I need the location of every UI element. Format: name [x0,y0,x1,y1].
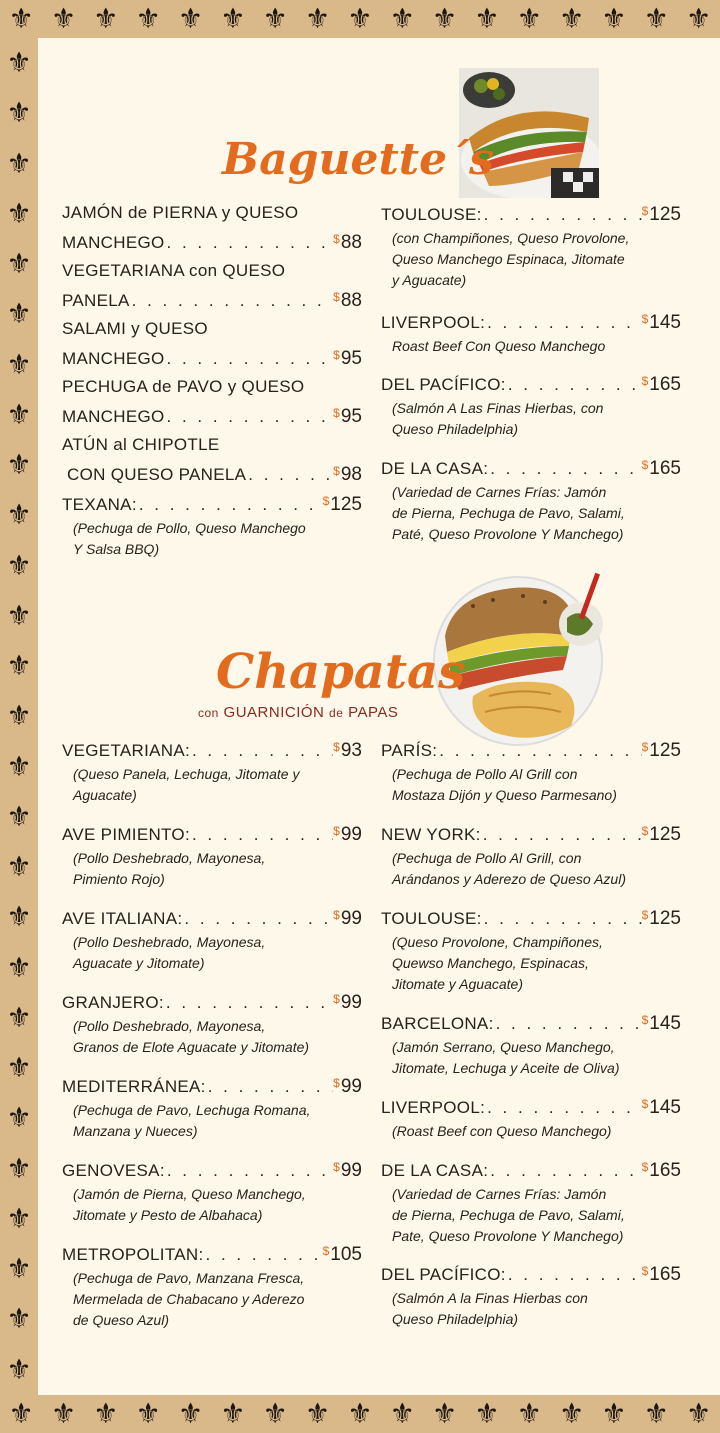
menu-item-description: (Pechuga de Pavo, Manzana Fresca, Mermelada de Chabacano y Aderezo de Queso Azul) [73,1270,305,1328]
currency-sign: $ [333,824,340,838]
fleur-de-lis-icon: ⚜ [432,1397,458,1430]
price-value: 105 [330,1244,362,1265]
menu-item [62,374,362,430]
price-value: 125 [649,824,681,845]
menu-item-description: (Salmón A la Finas Hierbas con Queso Philadelphia) [392,1290,588,1327]
fleur-de-lis-icon: ⚜ [389,1397,415,1430]
menu-item-description: (Variedad de Carnes Frías: Jamón de Pierna, Pechuga de Pavo, Salami, Paté, Queso Provolone Y Manchego) [392,484,625,542]
menu-item-description: (Pollo Deshebrado, Mayonesa, Aguacate y Jitomate) [73,934,266,971]
menu-item-price [333,284,362,314]
dot-leader [485,310,642,336]
menu-item-label: PANELA [62,291,130,310]
menu-item [381,1258,681,1330]
menu-item-description: (Pechuga de Pollo, Queso Manchego Y Salsa BBQ) [73,520,306,557]
fleur-de-lis-icon: ⚜ [262,1397,288,1430]
menu-item-label: TEXANA: [62,495,137,514]
menu-item-label: LIVERPOOL: [381,1098,486,1117]
dot-leader [204,1242,323,1268]
fleur-de-lis-icon: ⚜ [93,1397,119,1430]
fleur-de-lis-icon: ⚜ [6,749,32,783]
dot-leader [506,1262,642,1288]
border-left [0,38,38,1395]
menu-item-price [333,818,362,848]
currency-sign: $ [641,824,649,838]
menu-item-label: MANCHEGO [62,233,165,252]
currency-sign: $ [333,348,340,362]
fleur-de-lis-icon: ⚜ [6,598,32,632]
menu-item-label: DE LA CASA: [381,459,489,478]
menu-item-description: (Jamón Serrano, Queso Manchego, Jitomate, Lechuga y Aceite de Oliva) [392,1039,620,1076]
menu-item-price [642,1007,681,1037]
fleur-de-lis-icon: ⚜ [6,1101,32,1135]
currency-sign: $ [641,204,649,218]
fleur-de-lis-icon: ⚜ [686,1397,712,1430]
menu-item [62,1154,362,1226]
fleur-de-lis-icon: ⚜ [6,1252,32,1286]
menu-item-label: TOULOUSE: [381,909,482,928]
fleur-de-lis-icon: ⚜ [6,96,32,130]
chapatas-title: Chapatas [216,644,466,700]
chapatas-subtitle [198,704,398,721]
fleur-de-lis-icon: ⚜ [6,699,32,733]
fleur-de-lis-icon: ⚜ [6,1051,32,1085]
dot-leader [494,1011,642,1037]
fleur-de-lis-icon: ⚜ [177,2,204,35]
fleur-de-lis-icon: ⚜ [6,548,32,582]
menu-item-description: (Pechuga de Pollo Al Grill, con Arándanos y Aderezo de Queso Azul) [392,850,626,887]
menu-item-label: MEDITERRÁNEA: [62,1077,206,1096]
fleur-de-lis-icon: ⚜ [262,2,288,35]
menu-item-price [333,734,362,764]
fleur-de-lis-icon: ⚜ [6,498,32,532]
price-value: 95 [340,348,362,369]
price-value: 99 [340,1076,362,1097]
dot-leader [485,1095,642,1121]
fleur-de-lis-icon: ⚜ [601,2,627,35]
menu-item-price [323,1238,362,1268]
fleur-de-lis-icon: ⚜ [6,1151,32,1185]
currency-sign: $ [641,312,649,326]
menu-item [381,1007,681,1079]
menu-item-label: GRANJERO: [62,993,164,1012]
menu-item-price [642,818,681,848]
price-value: 99 [340,1160,362,1181]
fleur-de-lis-icon: ⚜ [474,2,500,35]
menu-item [62,734,362,806]
dot-leader [190,822,333,848]
menu-item-price [333,226,362,256]
fleur-de-lis-icon: ⚜ [6,1302,32,1336]
fleur-de-lis-icon: ⚜ [135,1397,161,1430]
currency-sign: $ [322,494,330,508]
fleur-de-lis-icon: ⚜ [6,196,32,230]
menu-item [381,306,681,357]
dot-leader [482,906,642,932]
menu-item-description: (Pollo Deshebrado, Mayonesa, Pimiento Rojo) [73,850,266,887]
fleur-de-lis-icon: ⚜ [305,2,331,35]
currency-sign: $ [322,1244,330,1258]
fleur-de-lis-icon: ⚜ [6,950,32,984]
menu-item-price [333,1154,362,1184]
dot-leader [164,990,333,1016]
menu-item-label: MANCHEGO [62,407,165,426]
fleur-de-lis-icon: ⚜ [50,2,77,35]
menu-item-label: PARÍS: [381,741,438,760]
menu-item [62,200,362,256]
currency-sign: $ [641,458,649,472]
menu-item-price [333,902,362,932]
fleur-de-lis-icon: ⚜ [516,1397,542,1430]
price-value: 165 [649,1264,681,1285]
menu-item-description: Roast Beef Con Queso Manchego [392,338,606,354]
currency-sign: $ [333,908,340,922]
menu-item [62,488,362,560]
menu-item-label: GENOVESA: [62,1161,165,1180]
baguettes-title: Baguette´s [222,134,494,185]
fleur-de-lis-icon: ⚜ [6,448,32,482]
fleur-de-lis-icon: ⚜ [8,2,34,35]
price-value: 99 [340,824,362,845]
currency-sign: $ [333,406,340,420]
menu-item-price [642,1154,681,1184]
price-value: 125 [649,908,681,929]
currency-sign: $ [333,992,340,1006]
menu-item [62,1238,362,1331]
menu-item-label: CON QUESO PANELA [62,465,247,484]
border-bottom [0,1395,720,1433]
price-value: 93 [340,740,362,761]
menu-item-label: LIVERPOOL: [381,313,486,332]
menu-item-description: (Pollo Deshebrado, Mayonesa, Granos de Elote Aguacate y Jitomate) [73,1018,310,1055]
currency-sign: $ [641,908,649,922]
menu-item-description: (con Champiñones, Queso Provolone, Queso Manchego Espinaca, Jitomate y Aguacate) [392,230,630,288]
currency-sign: $ [641,1264,649,1278]
menu-item-description: (Queso Panela, Lechuga, Jitomate y Aguacate) [73,766,300,803]
menu-item-price [642,198,681,228]
menu-item-description: (Pechuga de Pavo, Lechuga Romana, Manzana y Nueces) [73,1102,311,1139]
menu-item-label: TOULOUSE: [381,205,482,224]
menu-item [62,258,362,314]
fleur-de-lis-icon: ⚜ [601,1397,627,1430]
fleur-de-lis-icon: ⚜ [220,1397,246,1430]
menu-item [62,1070,362,1142]
dot-leader [165,346,334,372]
dot-leader [437,738,641,764]
fleur-de-lis-icon: ⚜ [686,2,712,35]
menu-item-description: (Roast Beef con Queso Manchego) [392,1123,612,1139]
currency-sign: $ [641,1160,649,1174]
fleur-de-lis-icon: ⚜ [135,2,161,35]
menu-item-price [323,488,362,518]
fleur-de-lis-icon: ⚜ [643,2,669,35]
menu-item-description: (Queso Provolone, Champiñones, Quewso Manchego, Espinacas, Jitomate y Aguacate) [392,934,603,992]
menu-item-description: (Jamón de Pierna, Queso Manchego, Jitomate y Pesto de Albahaca) [73,1186,306,1223]
price-value: 145 [649,312,681,333]
menu-item [62,902,362,974]
price-value: 95 [340,406,362,427]
dot-leader [182,906,333,932]
price-value: 145 [649,1097,681,1118]
fleur-de-lis-icon: ⚜ [6,247,32,281]
fleur-de-lis-icon: ⚜ [177,1397,204,1430]
fleur-de-lis-icon: ⚜ [50,1397,77,1430]
dot-leader [481,822,642,848]
price-value: 145 [649,1013,681,1034]
price-value: 165 [649,1160,681,1181]
price-value: 125 [330,494,362,515]
menu-item-name: JAMÓN de PIERNA y QUESO [62,203,299,222]
currency-sign: $ [333,740,340,754]
fleur-de-lis-icon: ⚜ [516,2,542,35]
fleur-de-lis-icon: ⚜ [6,1352,32,1386]
menu-item-price [333,400,362,430]
fleur-de-lis-icon: ⚜ [643,1397,669,1430]
menu-panel [38,38,720,1395]
subtitle-papas: PAPAS [348,704,399,721]
dot-leader [130,288,334,314]
menu-item [381,818,681,890]
dot-leader [482,202,642,228]
price-value: 165 [649,458,681,479]
menu-item-price [333,458,362,488]
price-value: 125 [649,740,681,761]
menu-item-name: ATÚN al CHIPOTLE [62,435,220,454]
menu-item-price [642,452,681,482]
currency-sign: $ [333,1076,340,1090]
currency-sign: $ [641,374,649,388]
menu-item [62,432,362,488]
dot-leader [165,404,334,430]
menu-item-price [642,902,681,932]
menu-item-label: VEGETARIANA: [62,741,190,760]
price-value: 88 [340,232,362,253]
fleur-de-lis-icon: ⚜ [389,2,415,35]
menu-item-name: PECHUGA de PAVO y QUESO [62,377,305,396]
menu-item [381,1154,681,1247]
menu-item-description: (Salmón A Las Finas Hierbas, con Queso Philadelphia) [392,400,604,437]
menu-item [381,452,681,545]
menu-item-label: AVE ITALIANA: [62,909,183,928]
dot-leader [246,462,333,488]
price-value: 88 [340,290,362,311]
menu-item-price [333,342,362,372]
border-top [0,0,720,38]
menu-item [381,1091,681,1142]
dot-leader [206,1074,333,1100]
dot-leader [165,1158,333,1184]
fleur-de-lis-icon: ⚜ [6,1201,32,1235]
menu-item-name: VEGETARIANA con QUESO [62,261,286,280]
fleur-de-lis-icon: ⚜ [220,2,246,35]
menu-item-price [642,306,681,336]
fleur-de-lis-icon: ⚜ [6,799,32,833]
price-value: 98 [340,464,362,485]
fleur-de-lis-icon: ⚜ [432,2,458,35]
fleur-de-lis-icon: ⚜ [6,297,32,331]
menu-item [62,316,362,372]
menu-item-label: DE LA CASA: [381,1161,489,1180]
menu-item-price [642,1091,681,1121]
currency-sign: $ [641,1097,649,1111]
dot-leader [137,492,323,518]
price-value: 125 [649,204,681,225]
dot-leader [506,372,642,398]
menu-item-price [642,1258,681,1288]
price-value: 99 [340,992,362,1013]
price-value: 99 [340,908,362,929]
menu-item-price [642,734,681,764]
dot-leader [488,1158,641,1184]
subtitle-de: de [329,706,344,720]
menu-item [381,902,681,995]
menu-item-label: METROPOLITAN: [62,1245,204,1264]
fleur-de-lis-icon: ⚜ [559,1397,585,1430]
currency-sign: $ [641,1013,649,1027]
fleur-de-lis-icon: ⚜ [6,347,32,381]
fleur-de-lis-icon: ⚜ [93,2,119,35]
price-value: 165 [649,374,681,395]
menu-item-label: MANCHEGO [62,349,165,368]
menu-item-description: (Variedad de Carnes Frías: Jamón de Pierna, Pechuga de Pavo, Salami, Pate, Queso Provolone Y Manchego) [392,1186,625,1244]
fleur-de-lis-icon: ⚜ [6,900,32,934]
menu-item-description: (Pechuga de Pollo Al Grill con Mostaza Dijón y Queso Parmesano) [392,766,617,803]
menu-item-price [642,368,681,398]
menu-item [62,986,362,1058]
dot-leader [190,738,333,764]
dot-leader [488,456,641,482]
subtitle-con: con [198,706,219,720]
fleur-de-lis-icon: ⚜ [6,649,32,683]
menu-item-label: AVE PIMIENTO: [62,825,190,844]
menu-item-label: NEW YORK: [381,825,481,844]
fleur-de-lis-icon: ⚜ [6,850,32,884]
fleur-de-lis-icon: ⚜ [474,1397,500,1430]
fleur-de-lis-icon: ⚜ [559,2,585,35]
menu-item-label: DEL PACÍFICO: [381,375,506,394]
fleur-de-lis-icon: ⚜ [6,397,32,431]
fleur-de-lis-icon: ⚜ [347,1397,373,1430]
currency-sign: $ [333,1160,340,1174]
fleur-de-lis-icon: ⚜ [8,1397,34,1430]
menu-item [62,818,362,890]
subtitle-guarnicion: GUARNICIÓN [223,704,325,721]
menu-item [381,734,681,806]
menu-item [381,368,681,440]
fleur-de-lis-icon: ⚜ [347,2,373,35]
menu-item-label: DEL PACÍFICO: [381,1265,506,1284]
currency-sign: $ [641,740,649,754]
menu-item [381,198,681,291]
menu-item-price [333,986,362,1016]
fleur-de-lis-icon: ⚜ [6,46,32,80]
menu-item-price [333,1070,362,1100]
fleur-de-lis-icon: ⚜ [6,146,32,180]
currency-sign: $ [333,232,340,246]
menu-item-label: BARCELONA: [381,1014,494,1033]
currency-sign: $ [333,464,340,478]
currency-sign: $ [333,290,340,304]
dot-leader [165,230,334,256]
fleur-de-lis-icon: ⚜ [6,1000,32,1034]
menu-item-name: SALAMI y QUESO [62,319,208,338]
fleur-de-lis-icon: ⚜ [305,1397,331,1430]
